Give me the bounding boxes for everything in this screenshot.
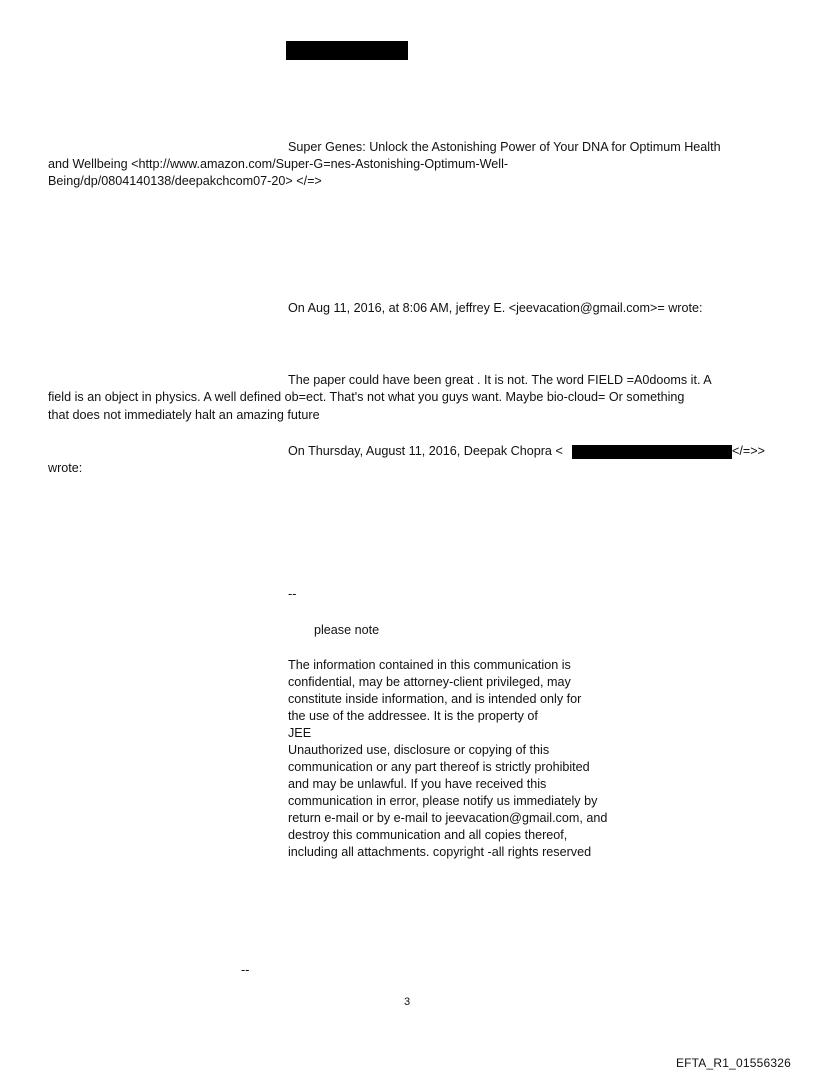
reply-body-line-1: The paper could have been great . It is not. The word FIELD =A0dooms it. A bbox=[288, 373, 712, 387]
reply-body-line-2: field is an object in physics. A well defined ob=ect. That's not what you guys want. Maybe bio-cloud= Or something bbox=[48, 390, 685, 404]
signature-separator: -- bbox=[288, 587, 297, 601]
page-number: 3 bbox=[404, 996, 411, 1008]
disclaimer-line: destroy this communication and all copies thereof, bbox=[288, 828, 568, 842]
disclaimer-line: Unauthorized use, disclosure or copying of this bbox=[288, 743, 550, 757]
disclaimer-line: constitute inside information, and is intended only for bbox=[288, 692, 582, 706]
disclaimer-line: confidential, may be attorney-client privileged, may bbox=[288, 675, 571, 689]
book-signature-line-2: and Wellbeing <http://www.amazon.com/Super-G=nes-Astonishing-Optimum-Well- bbox=[48, 157, 509, 171]
reply-body-line-3: that does not immediately halt an amazing future bbox=[48, 408, 320, 422]
disclaimer-line: the use of the addressee. It is the property of bbox=[288, 709, 538, 723]
redaction-bar-email bbox=[572, 445, 732, 459]
signature-separator-2: -- bbox=[241, 963, 250, 977]
quoted-header-wrote: wrote: bbox=[48, 461, 83, 475]
disclaimer-line: including all attachments. copyright -all rights reserved bbox=[288, 845, 592, 859]
please-note: please note bbox=[314, 623, 380, 637]
quoted-header-prefix: On Thursday, August 11, 2016, Deepak Chopra < bbox=[288, 444, 563, 458]
book-signature-line-3: Being/dp/0804140138/deepakchcom07-20> </=> bbox=[48, 174, 322, 188]
document-id: EFTA_R1_01556326 bbox=[675, 1056, 791, 1070]
quoted-header-suffix: </=>> bbox=[732, 444, 765, 458]
disclaimer-line: JEE bbox=[288, 726, 312, 740]
disclaimer-line: The information contained in this communication is bbox=[288, 658, 571, 672]
reply-header: On Aug 11, 2016, at 8:06 AM, jeffrey E. <jeevacation@gmail.com>= wrote: bbox=[288, 301, 703, 315]
redaction-bar-top bbox=[286, 41, 408, 60]
disclaimer-line: return e-mail or by e-mail to jeevacation@gmail.com, and bbox=[288, 811, 608, 825]
disclaimer-block bbox=[288, 657, 607, 861]
book-signature-line-1: Super Genes: Unlock the Astonishing Power of Your DNA for Optimum Health bbox=[288, 140, 721, 154]
disclaimer-line: communication in error, please notify us immediately by bbox=[288, 794, 598, 808]
disclaimer-line: and may be unlawful. If you have received this bbox=[288, 777, 547, 791]
disclaimer-line: communication or any part thereof is strictly prohibited bbox=[288, 760, 590, 774]
